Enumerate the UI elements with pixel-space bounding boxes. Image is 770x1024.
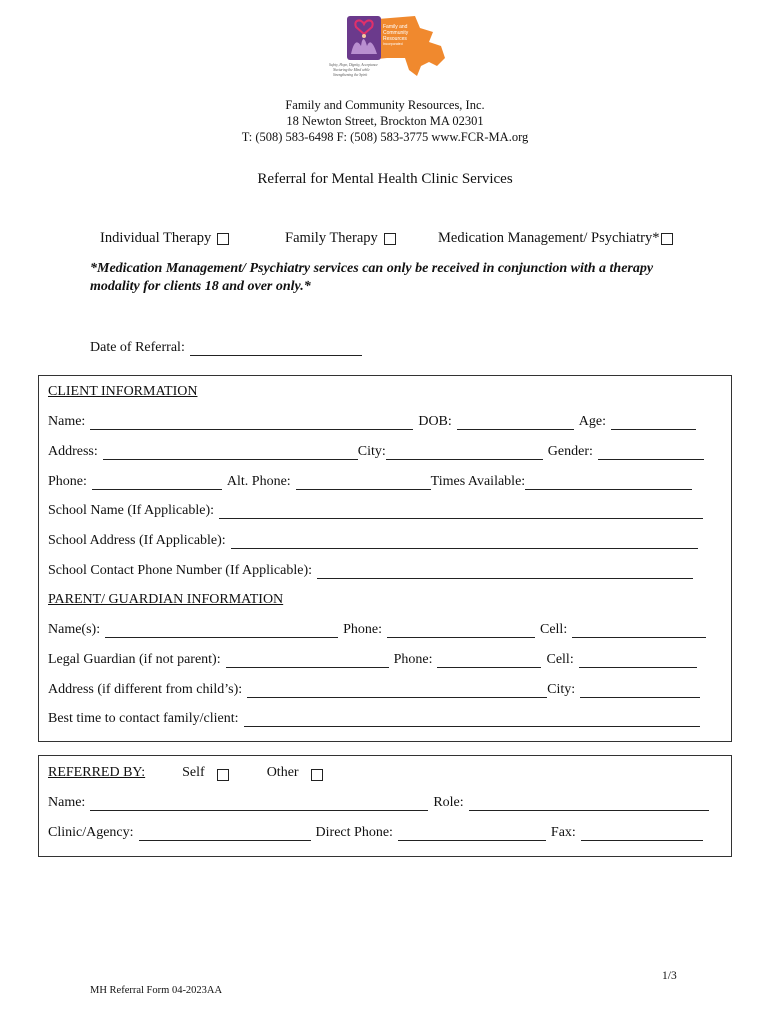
logo-name-line: Incorporated: [383, 42, 403, 46]
school-phone-row: [48, 561, 693, 579]
service-family: [285, 230, 396, 247]
legal-guardian-label: Legal Guardian (if not parent):: [48, 652, 221, 667]
legal-guardian-phone-label: Phone:: [393, 652, 433, 667]
guardian-address-label: Address (if different from child’s):: [48, 682, 243, 697]
family-therapy-label: Family Therapy: [285, 230, 378, 246]
client-name-row: [48, 412, 696, 430]
referred-other-label: Other: [266, 765, 299, 780]
referrer-role-field[interactable]: [469, 796, 709, 811]
best-time-field[interactable]: [244, 712, 700, 727]
page-number: 1/3: [662, 970, 677, 982]
client-address-label: Address:: [48, 444, 98, 459]
client-name-field[interactable]: [90, 415, 413, 430]
school-name-label: School Name (If Applicable):: [48, 503, 215, 518]
form-title: Referral for Mental Health Clinic Services: [257, 171, 513, 187]
referred-self-label: Self: [182, 765, 205, 780]
referrer-direct-phone-field[interactable]: [398, 826, 546, 841]
guardian-names-row: [48, 620, 706, 638]
logo-tagline-line: Safety, Hope, Dignity, Acceptance: [329, 63, 378, 67]
date-of-referral-field[interactable]: [190, 341, 362, 356]
client-city-field[interactable]: [386, 445, 543, 460]
referrer-clinic-label: Clinic/Agency:: [48, 825, 134, 840]
logo-name-line: Resources: [383, 36, 407, 42]
client-dob-label: DOB:: [418, 414, 452, 429]
legal-guardian-cell-field[interactable]: [579, 653, 697, 668]
client-heading-row: [48, 382, 197, 400]
client-times-available-field[interactable]: [525, 475, 692, 490]
school-phone-field[interactable]: [317, 564, 693, 579]
guardian-address-row: [48, 680, 700, 698]
medication-management-checkbox[interactable]: [661, 233, 673, 245]
org-address: 18 Newton Street, Brockton MA 02301: [286, 114, 484, 128]
client-times-available-label: Times Available:: [430, 474, 526, 489]
client-age-label: Age:: [578, 414, 606, 429]
guardian-phone-field[interactable]: [387, 623, 535, 638]
guardian-cell-label: Cell:: [539, 622, 568, 637]
org-contact: T: (508) 583-6498 F: (508) 583-3775 www.FCR-MA.org: [241, 130, 529, 144]
best-time-label: Best time to contact family/client:: [48, 711, 239, 726]
guardian-names-field[interactable]: [105, 623, 338, 638]
client-address-row: [48, 442, 704, 460]
school-address-label: School Address (If Applicable):: [48, 533, 226, 548]
logo-name-line: Family and: [383, 24, 408, 30]
referrer-name-field[interactable]: [90, 796, 428, 811]
referrer-name-label: Name:: [48, 795, 86, 810]
referrer-fax-label: Fax:: [550, 825, 576, 840]
referred-self-checkbox[interactable]: [217, 769, 229, 781]
client-alt-phone-label: Alt. Phone:: [226, 474, 291, 489]
legal-guardian-phone-field[interactable]: [437, 653, 541, 668]
medication-management-label: Medication Management/ Psychiatry*: [438, 230, 660, 246]
date-of-referral-label: Date of Referral:: [90, 340, 185, 355]
school-name-field[interactable]: [219, 504, 703, 519]
referred-by-heading: REFERRED BY:: [48, 765, 146, 780]
school-address-field[interactable]: [231, 534, 698, 549]
individual-therapy-checkbox[interactable]: [217, 233, 229, 245]
client-age-field[interactable]: [611, 415, 696, 430]
client-address-field[interactable]: [103, 445, 358, 460]
guardian-heading-row: [48, 590, 283, 608]
client-information-heading: CLIENT INFORMATION: [48, 384, 198, 399]
legal-guardian-cell-label: Cell:: [546, 652, 574, 667]
client-alt-phone-field[interactable]: [296, 475, 431, 490]
medication-note: *Medication Management/ Psychiatry services can only be received in conjunction with a therapy modality for clients 18 and over only.*: [90, 261, 654, 294]
referrer-direct-phone-label: Direct Phone:: [315, 825, 393, 840]
guardian-phone-label: Phone:: [343, 622, 382, 637]
guardian-information-heading: PARENT/ GUARDIAN INFORMATION: [48, 592, 284, 607]
client-gender-label: Gender:: [547, 444, 593, 459]
logo-tagline-line: Nurturing the Mind while: [333, 68, 370, 72]
logo-tagline-line: Strengthening the Spirit: [333, 73, 368, 77]
date-of-referral-row: [90, 338, 362, 356]
guardian-city-label: City:: [547, 682, 576, 697]
school-address-row: [48, 531, 698, 549]
referred-other-checkbox[interactable]: [311, 769, 323, 781]
client-city-label: City:: [357, 444, 386, 459]
school-phone-label: School Contact Phone Number (If Applicable):: [48, 563, 312, 578]
guardian-city-field[interactable]: [580, 683, 700, 698]
guardian-address-field[interactable]: [247, 683, 547, 698]
logo-name-line: Community: [383, 30, 409, 36]
referrer-role-label: Role:: [433, 795, 464, 810]
client-phone-row: [48, 472, 692, 490]
service-medication: [438, 230, 673, 247]
client-phone-field[interactable]: [92, 475, 222, 490]
referrer-fax-field[interactable]: [581, 826, 703, 841]
referrer-name-row: [48, 793, 709, 811]
client-dob-field[interactable]: [457, 415, 574, 430]
individual-therapy-label: Individual Therapy: [100, 230, 212, 246]
service-individual: [100, 230, 229, 247]
client-gender-field[interactable]: [598, 445, 704, 460]
org-name: Family and Community Resources, Inc.: [285, 98, 485, 112]
referrer-clinic-row: [48, 823, 703, 841]
client-name-label: Name:: [48, 414, 86, 429]
legal-guardian-field[interactable]: [226, 653, 389, 668]
family-therapy-checkbox[interactable]: [384, 233, 396, 245]
school-name-row: [48, 501, 703, 519]
guardian-cell-field[interactable]: [572, 623, 706, 638]
referrer-clinic-field[interactable]: [139, 826, 311, 841]
organization-logo: [325, 6, 455, 86]
form-id: MH Referral Form 04-2023AA: [90, 985, 223, 996]
referred-by-row: [48, 763, 323, 781]
legal-guardian-row: [48, 650, 697, 668]
best-time-row: [48, 709, 700, 727]
client-phone-label: Phone:: [48, 474, 87, 489]
guardian-names-label: Name(s):: [48, 622, 101, 637]
